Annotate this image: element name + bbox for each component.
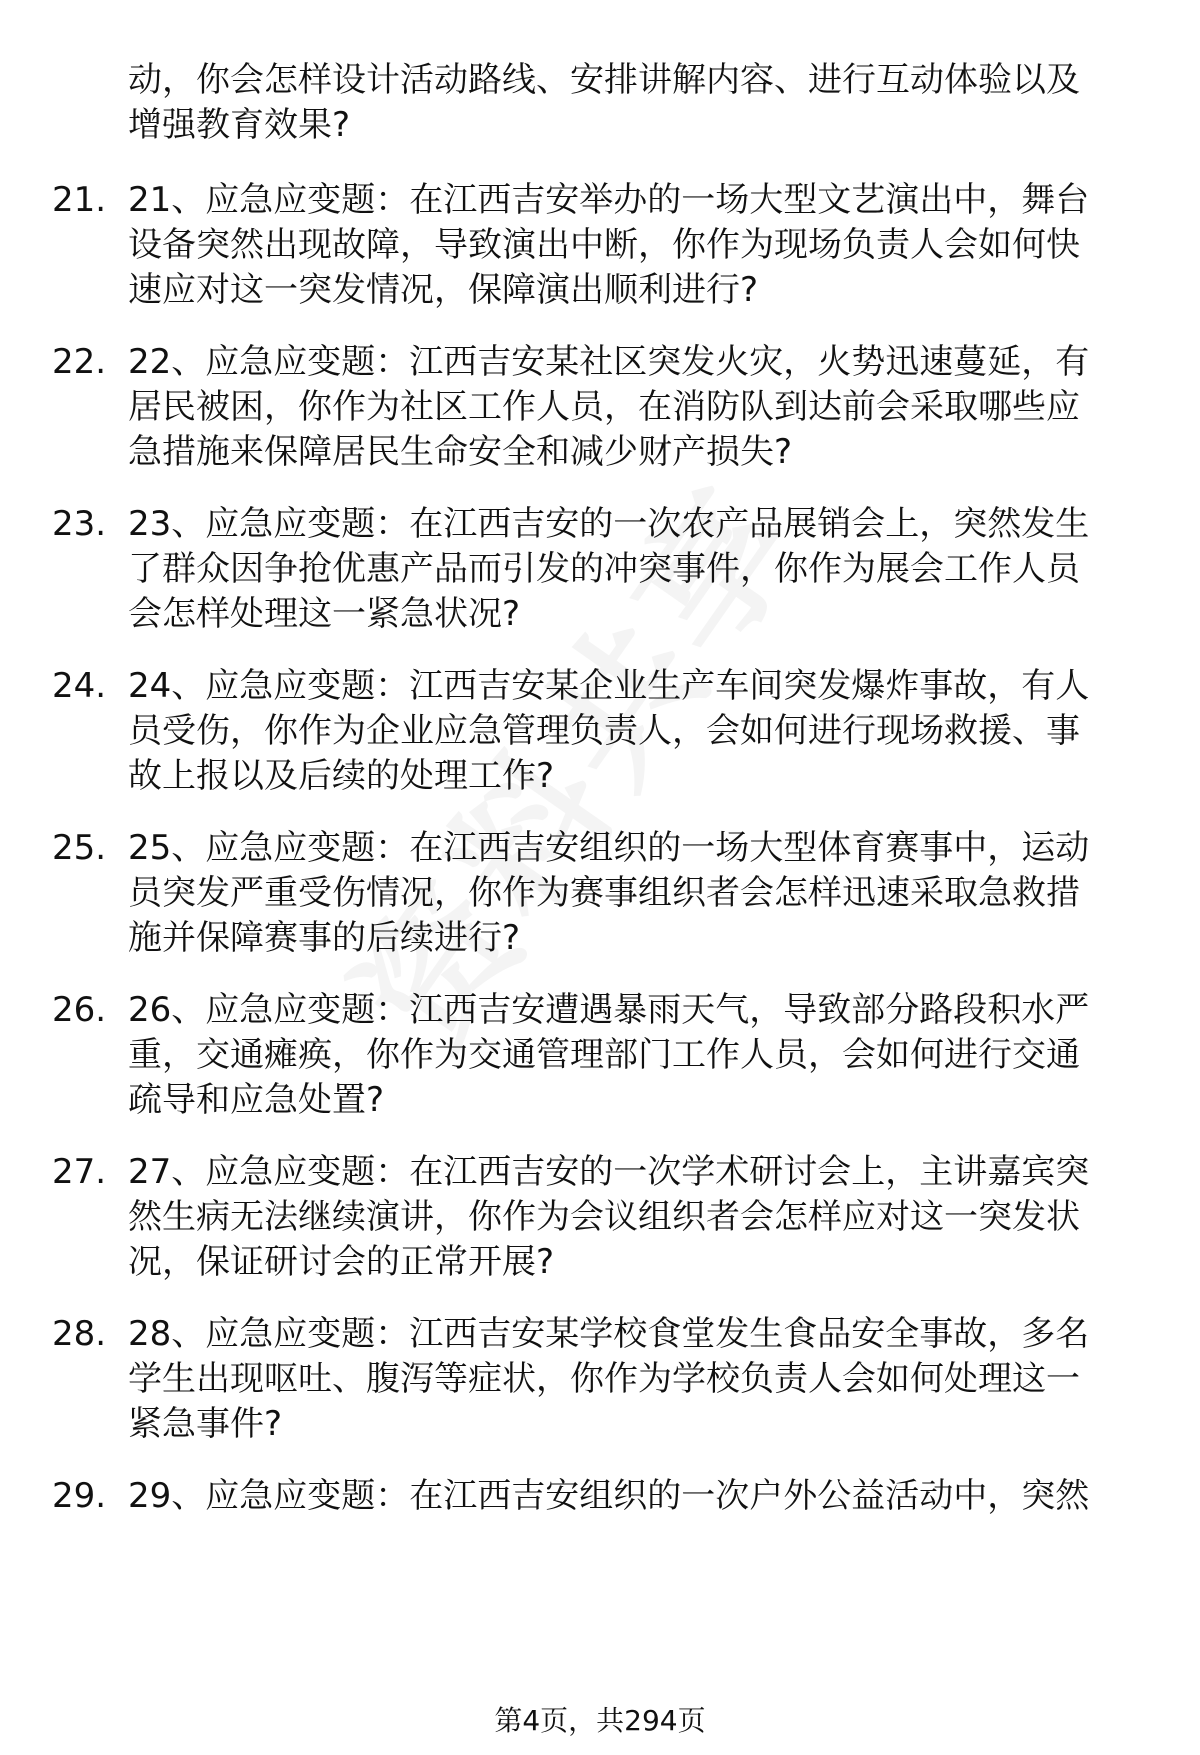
item-text: 29、应急应变题：在江西吉安组织的一次户外公益活动中，突然 [128, 1476, 1090, 1516]
page-footer: 第4页，共294页 [494, 1704, 706, 1737]
continuation-text: 动，你会怎样设计活动路线、安排讲解内容、进行互动体验以及 增强教育效果? [128, 60, 1080, 145]
item-number: 24. [52, 666, 107, 706]
item-number: 22. [52, 342, 107, 382]
item-text: 24、应急应变题：江西吉安某企业生产车间突发爆炸事故，有人 员受伤，你作为企业应急管理负责人，会如何进行现场救援、事 故上报以及后续的处理工作? [128, 666, 1090, 796]
item-number: 25. [52, 828, 107, 868]
item-text: 23、应急应变题：在江西吉安的一次农产品展销会上，突然发生 了群众因争抢优惠产品而引发的冲突事件，你作为展会工作人员 会怎样处理这一紧急状况? [128, 504, 1090, 634]
item-number: 28. [52, 1314, 107, 1354]
item-text: 22、应急应变题：江西吉安某社区突发火灾，火势迅速蔓延，有 居民被困，你作为社区工作人员，在消防队到达前会采取哪些应 急措施来保障居民生命安全和减少财产损失? [128, 342, 1090, 472]
item-text: 26、应急应变题：江西吉安遭遇暴雨天气，导致部分路段积水严 重，交通瘫痪，你作为交通管理部门工作人员，会如何进行交通 疏导和应急处置? [128, 990, 1090, 1120]
item-number: 27. [52, 1152, 107, 1192]
item-text: 28、应急应变题：江西吉安某学校食堂发生食品安全事故，多名 学生出现呕吐、腹泻等症状，你作为学校负责人会如何处理这一 紧急事件? [128, 1314, 1090, 1444]
item-number: 21. [52, 180, 107, 220]
item-text: 21、应急应变题：在江西吉安举办的一场大型文艺演出中，舞台 设备突然出现故障，导致演出中断，你作为现场负责人会如何快 速应对这一突发情况，保障演出顺利进行? [128, 180, 1090, 310]
item-text: 27、应急应变题：在江西吉安的一次学术研讨会上，主讲嘉宾突 然生病无法继续演讲，你作为会议组织者会怎样应对这一突发状 况，保证研讨会的正常开展? [128, 1152, 1090, 1282]
item-number: 23. [52, 504, 107, 544]
item-number: 26. [52, 990, 107, 1030]
item-text: 25、应急应变题：在江西吉安组织的一场大型体育赛事中，运动 员突发严重受伤情况，你作为赛事组织者会怎样迅速采取急救措 施并保障赛事的后续进行? [128, 828, 1090, 958]
item-number: 29. [52, 1476, 107, 1516]
